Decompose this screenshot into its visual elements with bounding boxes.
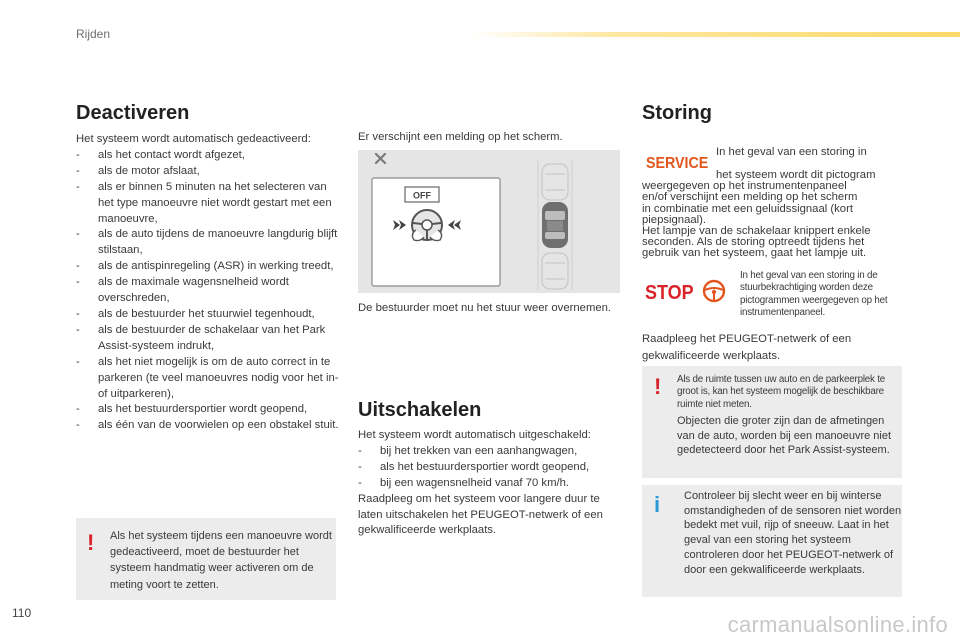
list-item: - als het niet mogelijk is om de auto correct in te parkeren (te veel manoeuvres nodig voor het in- of uitparkeren),	[76, 355, 339, 400]
storing-warning-box	[642, 366, 902, 478]
uitschakelen-body	[358, 428, 624, 539]
own-car-icon	[542, 202, 568, 248]
deactivation-warning-box	[76, 518, 336, 600]
list-item: - bij een wagensnelheid vanaf 70 km/h.	[358, 476, 570, 489]
uitschakelen-outro: Raadpleeg om het systeem voor langere duur te laten uitschakelen het PEUGEOT-netwerk of een gekwalificeerde werkplaats.	[358, 492, 603, 537]
steering-wheel-icon	[412, 210, 442, 241]
list-item: - als de bestuurder de schakelaar van het Park Assist-systeem indrukt,	[76, 323, 326, 352]
list-item: - als er binnen 5 minuten na het selecteren van het type manoeuvre niet wordt gestart met een manoeuvre,	[76, 180, 332, 225]
list-item: - als het bestuurdersportier wordt geopend,	[358, 460, 590, 473]
stop-icon-text: In het geval van een storing in de stuurbekrachtiging worden deze pictogrammen weergegeven op het instrumentenpaneel.	[740, 270, 888, 319]
list-item: - als de motor afslaat,	[76, 164, 200, 177]
park-assist-display-svg	[358, 150, 620, 293]
list-item: - als de bestuurder het stuurwiel tegenhoudt,	[76, 307, 315, 320]
section-label: Rijden	[76, 27, 111, 41]
deactiveren-heading: Deactiveren	[76, 102, 190, 124]
list-item: - als het bestuurdersportier wordt geopend,	[76, 403, 308, 416]
warning-icon: !	[87, 530, 95, 555]
storing-warning-small-text: Als de ruimte tussen uw auto en de parkeerplek te groot is, kan het systeem mogelijk de beschikbare ruimte niet meten.	[677, 374, 886, 410]
header-accent-bar	[470, 32, 960, 37]
warning-icon: !	[654, 374, 662, 399]
sensor-info-text: Controleer bij slecht weer en bij winterse omstandigheden of de sensoren niet worden bedekt met vuil, rijp of sneeuw. Laat in het geval van een storing het systeem controleren door het PEUGEOT-netwerk of door een gekwalificeerde werkplaats.	[684, 490, 902, 576]
list-item: - als de antispinregeling (ASR) in werking treedt,	[76, 260, 334, 273]
watermark: carmanualsonline.info	[727, 612, 948, 637]
service-text-rest: het systeem wordt dit pictogram weergegeven op het instrumentenpaneel en/of verschijnt een melding op het scherm in combinatie met een geluidssignaal (kort piepsignaal). Het lampje van de schakelaar knippert enkele seconden. Als de storing optreedt tijdens het gebruik van het systeem, gaat het lampje uit.	[642, 169, 876, 260]
service-icon-label: SERVICE	[646, 155, 709, 173]
screen-message-text: Er verschijnt een melding op het scherm.	[358, 131, 563, 143]
park-assist-screen-illustration	[358, 150, 620, 293]
sensor-info-box	[642, 485, 902, 597]
storing-warning-text: Objecten die groter zijn dan de afmetingen van de auto, worden bij een manoeuvre niet gedetecteerd door het Park Assist-systeem.	[677, 415, 892, 457]
list-item: - als de auto tijdens de manoeuvre langdurig blijft stilstaan,	[76, 228, 338, 257]
stop-icon-label: STOP	[645, 282, 694, 305]
deactiveren-body	[76, 132, 342, 434]
list-item: - bij het trekken van een aanhangwagen,	[358, 444, 578, 457]
uitschakelen-heading: Uitschakelen	[358, 399, 482, 421]
stop-warning-icon	[645, 279, 727, 308]
list-item: - als de maximale wagensnelheid wordt overschreden,	[76, 276, 289, 305]
list-item: - als één van de voorwielen op een obstakel stuit.	[76, 419, 339, 432]
uitschakelen-intro: Het systeem wordt automatisch uitgeschakeld:	[358, 429, 591, 441]
deactivation-warning-text: Als het systeem tijdens een manoeuvre wordt gedeactiveerd, moet de bestuurder het systeem handmatig weer activeren om de meting voort te zetten.	[110, 530, 332, 591]
service-text-first-line: In het geval van een storing in	[716, 146, 867, 158]
off-label: OFF	[413, 190, 431, 201]
deactiveren-intro: Het systeem wordt automatisch gedeactiveerd:	[76, 133, 311, 145]
take-over-steering-text: De bestuurder moet nu het stuur weer overnemen.	[358, 302, 612, 314]
list-item: - als het contact wordt afgezet,	[76, 148, 245, 161]
page-number: 110	[12, 606, 32, 620]
steering-fault-icon	[704, 281, 724, 301]
storing-heading: Storing	[642, 102, 712, 124]
info-icon: i	[654, 492, 661, 517]
consult-network-text: Raadpleeg het PEUGEOT-netwerk of een gekwalificeerde werkplaats.	[642, 333, 852, 362]
